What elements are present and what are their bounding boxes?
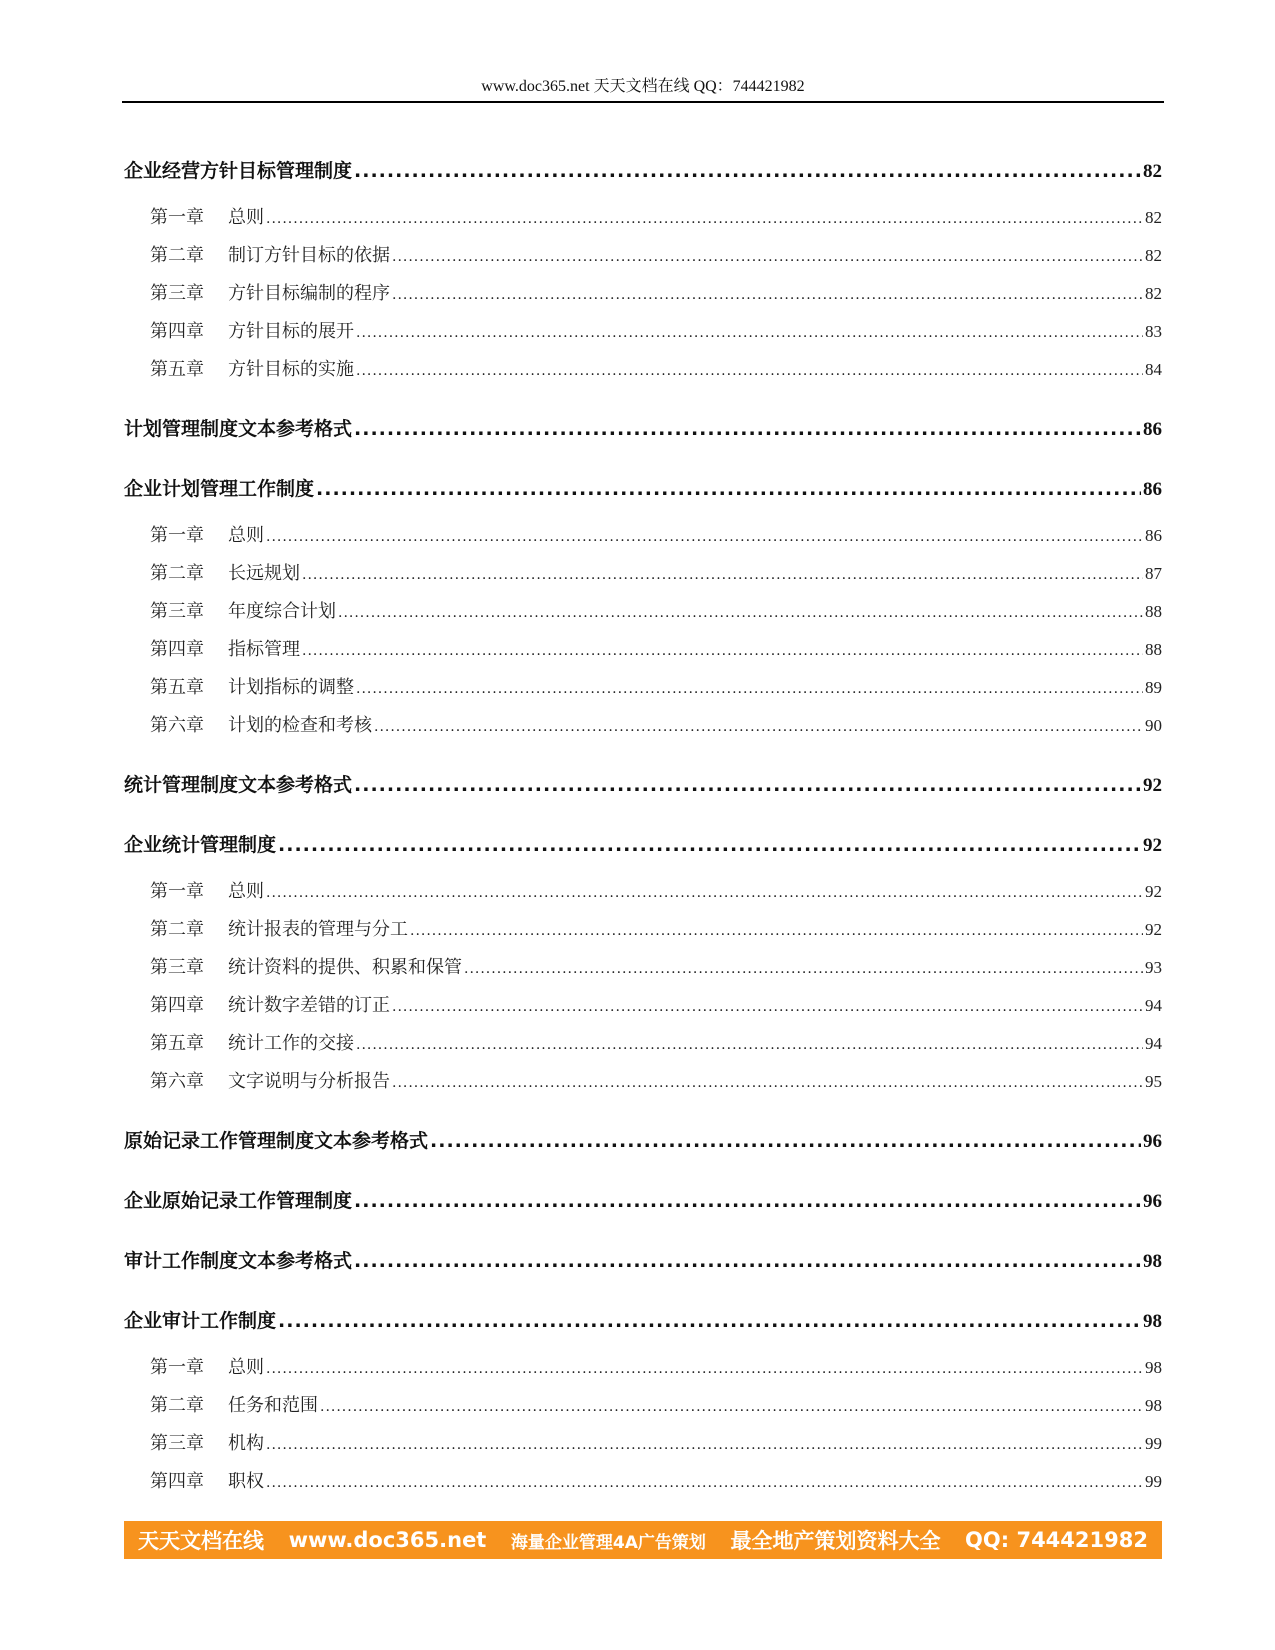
toc-leader-dots xyxy=(278,1308,1141,1334)
toc-page-number: 92 xyxy=(1143,835,1162,856)
toc-chapter-entry[interactable] xyxy=(124,600,1162,625)
toc-leader-dots xyxy=(430,1128,1141,1154)
toc-title-text: 计划管理制度文本参考格式 xyxy=(124,418,353,440)
toc-title-text: 总则 xyxy=(228,207,264,228)
toc-title-text: 企业原始记录工作管理制度 xyxy=(124,1190,353,1212)
toc-chapter-number: 第六章 xyxy=(150,715,204,736)
toc-title-text: 企业统计管理制度 xyxy=(124,834,277,856)
toc-entry-title xyxy=(150,638,300,662)
toc-chapter-number: 第二章 xyxy=(150,245,204,266)
toc-title-text: 总则 xyxy=(228,1357,264,1378)
toc-leader-dots xyxy=(316,476,1141,502)
toc-page-number: 92 xyxy=(1145,882,1162,901)
toc-leader-dots xyxy=(356,359,1143,383)
toc-chapter-number: 第二章 xyxy=(150,563,204,584)
toc-page-number: 83 xyxy=(1145,322,1162,341)
toc-entry-title xyxy=(150,918,408,942)
toc-page-number: 92 xyxy=(1145,920,1162,939)
toc-page-number: 98 xyxy=(1143,1311,1162,1332)
toc-leader-dots xyxy=(464,957,1143,981)
toc-chapter-number: 第四章 xyxy=(150,321,204,342)
toc-entry-title xyxy=(150,880,264,904)
toc-title-text: 任务和范围 xyxy=(228,1395,318,1416)
toc-title-text: 企业审计工作制度 xyxy=(124,1310,277,1332)
toc-chapter-entry[interactable] xyxy=(124,1470,1162,1495)
toc-leader-dots xyxy=(392,245,1143,269)
toc-chapter-entry[interactable] xyxy=(124,1032,1162,1057)
toc-chapter-number: 第五章 xyxy=(150,677,204,698)
toc-chapter-entry[interactable] xyxy=(124,1070,1162,1095)
toc-chapter-entry[interactable] xyxy=(124,524,1162,549)
toc-entry-title xyxy=(150,714,372,738)
toc-entry-title xyxy=(150,994,390,1018)
toc-leader-dots xyxy=(354,1188,1141,1214)
toc-chapter-number: 第五章 xyxy=(150,1033,204,1054)
toc-chapter-entry[interactable] xyxy=(124,638,1162,663)
toc-section-entry[interactable] xyxy=(124,416,1162,443)
toc-chapter-entry[interactable] xyxy=(124,1356,1162,1381)
banner-site-name: 天天文档在线 xyxy=(138,1529,264,1553)
toc-title-text: 统计工作的交接 xyxy=(228,1033,354,1054)
toc-page-number: 82 xyxy=(1145,284,1162,303)
toc-leader-dots xyxy=(356,1033,1143,1057)
toc-chapter-entry[interactable] xyxy=(124,358,1162,383)
toc-entry-title xyxy=(124,1308,276,1334)
toc-leader-dots xyxy=(266,207,1143,231)
toc-chapter-entry[interactable] xyxy=(124,676,1162,701)
toc-chapter-number: 第三章 xyxy=(150,1433,204,1454)
toc-page-number: 94 xyxy=(1145,1034,1162,1053)
toc-entry-title xyxy=(150,956,462,980)
toc-section-entry[interactable] xyxy=(124,476,1162,503)
toc-entry-title xyxy=(150,282,390,306)
toc-section-entry[interactable] xyxy=(124,1188,1162,1215)
toc-entry-title xyxy=(124,772,352,798)
toc-entry-title xyxy=(124,158,352,184)
toc-chapter-entry[interactable] xyxy=(124,956,1162,981)
toc-chapter-number: 第三章 xyxy=(150,957,204,978)
toc-chapter-number: 第一章 xyxy=(150,1357,204,1378)
toc-chapter-number: 第二章 xyxy=(150,919,204,940)
toc-page-number: 86 xyxy=(1143,479,1162,500)
toc-chapter-number: 第四章 xyxy=(150,995,204,1016)
toc-leader-dots xyxy=(374,715,1143,739)
toc-title-text: 原始记录工作管理制度文本参考格式 xyxy=(124,1130,429,1152)
toc-leader-dots xyxy=(354,1248,1141,1274)
toc-title-text: 计划的检查和考核 xyxy=(228,715,372,736)
toc-entry-title xyxy=(150,244,390,268)
banner-slogan-1: 海量企业管理4A广告策划 xyxy=(510,1532,706,1553)
toc-chapter-entry[interactable] xyxy=(124,918,1162,943)
toc-leader-dots xyxy=(266,881,1143,905)
toc-chapter-number: 第六章 xyxy=(150,1071,204,1092)
toc-title-text: 统计资料的提供、积累和保管 xyxy=(228,957,462,978)
toc-entry-title xyxy=(150,600,336,624)
toc-entry-title xyxy=(150,562,300,586)
toc-entry-title xyxy=(124,416,352,442)
toc-chapter-number: 第一章 xyxy=(150,207,204,228)
toc-page-number: 96 xyxy=(1143,1191,1162,1212)
toc-chapter-entry[interactable] xyxy=(124,320,1162,345)
toc-entry-title xyxy=(150,524,264,548)
header-rule xyxy=(122,101,1164,103)
toc-chapter-entry[interactable] xyxy=(124,994,1162,1019)
toc-entry-title xyxy=(150,1432,264,1456)
toc-leader-dots xyxy=(302,639,1143,663)
toc-page-number: 93 xyxy=(1145,958,1162,977)
toc-chapter-number: 第四章 xyxy=(150,639,204,660)
toc-leader-dots xyxy=(392,1071,1143,1095)
toc-chapter-entry[interactable] xyxy=(124,562,1162,587)
toc-title-text: 指标管理 xyxy=(228,639,300,660)
toc-leader-dots xyxy=(410,919,1143,943)
toc-chapter-entry[interactable] xyxy=(124,282,1162,307)
toc-leader-dots xyxy=(356,321,1143,345)
toc-page-number: 96 xyxy=(1143,1131,1162,1152)
toc-title-text: 方针目标的实施 xyxy=(228,359,354,380)
toc-chapter-entry[interactable] xyxy=(124,1394,1162,1419)
toc-entry-title xyxy=(150,1032,354,1056)
toc-page-number: 82 xyxy=(1143,161,1162,182)
page-header: www.doc365.net 天天文档在线 QQ：744421982 xyxy=(481,78,805,95)
toc-page-number: 99 xyxy=(1145,1434,1162,1453)
footer-banner[interactable] xyxy=(124,1521,1162,1559)
toc-page-number: 87 xyxy=(1145,564,1162,583)
toc-entry-title xyxy=(150,358,354,382)
toc-page-number: 88 xyxy=(1145,640,1162,659)
toc-entry-title xyxy=(150,1070,390,1094)
toc-title-text: 企业计划管理工作制度 xyxy=(124,478,315,500)
toc-title-text: 年度综合计划 xyxy=(228,601,336,622)
toc-section-entry[interactable] xyxy=(124,1248,1162,1275)
toc-page-number: 98 xyxy=(1145,1396,1162,1415)
toc-chapter-number: 第三章 xyxy=(150,601,204,622)
toc-title-text: 文字说明与分析报告 xyxy=(228,1071,390,1092)
toc-page-number: 86 xyxy=(1145,526,1162,545)
toc-leader-dots xyxy=(392,995,1143,1019)
toc-page-number: 98 xyxy=(1143,1251,1162,1272)
toc-title-text: 总则 xyxy=(228,881,264,902)
toc-leader-dots xyxy=(338,601,1143,625)
toc-chapter-number: 第四章 xyxy=(150,1471,204,1492)
toc-leader-dots xyxy=(302,563,1143,587)
banner-url[interactable]: www.doc365.net xyxy=(288,1528,487,1552)
toc-leader-dots xyxy=(356,677,1143,701)
toc-page-number: 88 xyxy=(1145,602,1162,621)
toc-entry-title xyxy=(124,1128,428,1154)
toc-title-text: 总则 xyxy=(228,525,264,546)
toc-section-entry[interactable] xyxy=(124,772,1162,799)
toc-title-text: 企业经营方针目标管理制度 xyxy=(124,160,353,182)
toc-entry-title xyxy=(124,1248,352,1274)
toc-chapter-number: 第一章 xyxy=(150,881,204,902)
toc-leader-dots xyxy=(266,525,1143,549)
toc-chapter-number: 第五章 xyxy=(150,359,204,380)
toc-page-number: 86 xyxy=(1143,419,1162,440)
toc-leader-dots xyxy=(354,158,1141,184)
toc-title-text: 制订方针目标的依据 xyxy=(228,245,390,266)
toc-entry-title xyxy=(150,676,354,700)
toc-leader-dots xyxy=(266,1471,1143,1495)
toc-leader-dots xyxy=(392,283,1143,307)
toc-page-number: 94 xyxy=(1145,996,1162,1015)
toc-title-text: 方针目标的展开 xyxy=(228,321,354,342)
toc-section-entry[interactable] xyxy=(124,1308,1162,1335)
toc-entry-title xyxy=(124,476,314,502)
toc-chapter-entry[interactable] xyxy=(124,880,1162,905)
toc-page-number: 98 xyxy=(1145,1358,1162,1377)
toc-title-text: 统计管理制度文本参考格式 xyxy=(124,774,353,796)
banner-qq: QQ: 744421982 xyxy=(965,1528,1148,1552)
toc-title-text: 机构 xyxy=(228,1433,264,1454)
toc-title-text: 审计工作制度文本参考格式 xyxy=(124,1250,353,1272)
toc-page-number: 82 xyxy=(1145,208,1162,227)
toc-title-text: 统计数字差错的订正 xyxy=(228,995,390,1016)
toc-chapter-number: 第三章 xyxy=(150,283,204,304)
toc-chapter-entry[interactable] xyxy=(124,1432,1162,1457)
toc-chapter-number: 第一章 xyxy=(150,525,204,546)
toc-page-number: 90 xyxy=(1145,716,1162,735)
toc-entry-title xyxy=(124,832,276,858)
toc-leader-dots xyxy=(354,416,1141,442)
toc-entry-title xyxy=(150,320,354,344)
toc-chapter-entry[interactable] xyxy=(124,714,1162,739)
toc-chapter-entry[interactable] xyxy=(124,206,1162,231)
toc-page-number: 84 xyxy=(1145,360,1162,379)
toc-page-number: 92 xyxy=(1143,775,1162,796)
toc-title-text: 计划指标的调整 xyxy=(228,677,354,698)
banner-slogan-2: 最全地产策划资料大全 xyxy=(730,1529,941,1553)
toc-title-text: 统计报表的管理与分工 xyxy=(228,919,408,940)
toc-entry-title xyxy=(150,206,264,230)
toc-page-number: 95 xyxy=(1145,1072,1162,1091)
toc-section-entry[interactable] xyxy=(124,1128,1162,1155)
toc-entry-title xyxy=(124,1188,352,1214)
toc-leader-dots xyxy=(266,1433,1143,1457)
toc-section-entry[interactable] xyxy=(124,832,1162,859)
toc-page-number: 89 xyxy=(1145,678,1162,697)
toc-title-text: 职权 xyxy=(228,1471,264,1492)
toc-title-text: 长远规划 xyxy=(228,563,300,584)
toc-leader-dots xyxy=(278,832,1141,858)
table-of-contents xyxy=(124,158,1162,1495)
toc-entry-title xyxy=(150,1356,264,1380)
toc-chapter-number: 第二章 xyxy=(150,1395,204,1416)
toc-page-number: 82 xyxy=(1145,246,1162,265)
toc-entry-title xyxy=(150,1394,318,1418)
toc-section-entry[interactable] xyxy=(124,158,1162,185)
toc-leader-dots xyxy=(354,772,1141,798)
toc-leader-dots xyxy=(320,1395,1143,1419)
toc-page-number: 99 xyxy=(1145,1472,1162,1491)
toc-title-text: 方针目标编制的程序 xyxy=(228,283,390,304)
toc-leader-dots xyxy=(266,1357,1143,1381)
toc-chapter-entry[interactable] xyxy=(124,244,1162,269)
toc-entry-title xyxy=(150,1470,264,1494)
